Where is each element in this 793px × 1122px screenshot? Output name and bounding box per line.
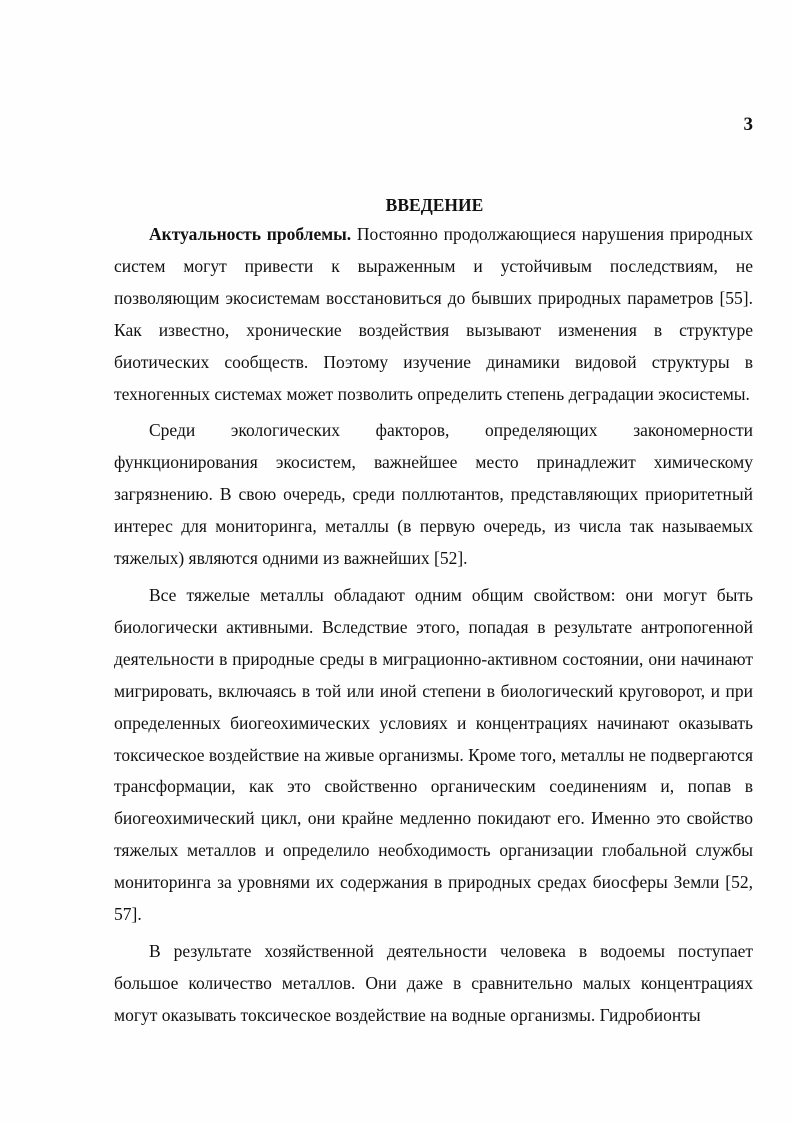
paragraph-relevance [114,219,753,410]
page-content [114,191,753,1037]
paragraph-heavy-metals: Все тяжелые металлы обладают одним общим свойством: они могут быть биологически активными. Вследствие этого, попадая в результате антропогенной деятельности в природные среды в миграционно-активном состоянии, они начинают мигрировать, включаясь в той или иной степени в биологический круговорот, и при определенных биогеохимических условиях и концентрациях начинают оказывать токсическое воздействие на живые организмы. Кроме того, металлы не подвергаются трансформации, как это свойственно органическим соединениям и, попав в биогеохимический цикл, они крайне медленно покидают его. Именно это свойство тяжелых металлов и определило необходимость организации глобальной службы мониторинга за уровнями их содержания в природных средах биосферы Земли [52, 57]. [114,584,753,925]
paragraph-lead: Актуальность проблемы. [149,224,352,244]
section-heading: ВВЕДЕНИЕ [385,195,484,215]
paragraph-factors: Среди экологических факторов, определяющих закономерности функционирования экосистем, важнейшее место принадлежит химическому загрязнению. В свою очередь, среди поллютантов, представляющих приоритетный интерес для мониторинга, металлы (в первую очередь, из числа так называемых тяжелых) являются одними из важнейших [52]. [114,420,753,569]
page-number: 3 [743,114,753,135]
paragraph-water-bodies: В результате хозяйственной деятельности человека в водоемы поступает большое количество металлов. Они даже в сравнительно малых концентрациях могут оказывать токсическое воздействие на водные организмы. Гидробионты [114,940,753,1025]
paragraph-text: Постоянно продолжающиеся нарушения природных систем могут привести к выраженным и устойчивым последствиям, не позволяющим экосистемам восстановиться до бывших природных параметров [55]. Как известно, хронические воздействия вызывают изменения в структуре биотических сообществ. Поэтому изучение динамики видовой структуры в техногенных системах может позволить определить степень деградации экосистемы. [114,224,753,404]
